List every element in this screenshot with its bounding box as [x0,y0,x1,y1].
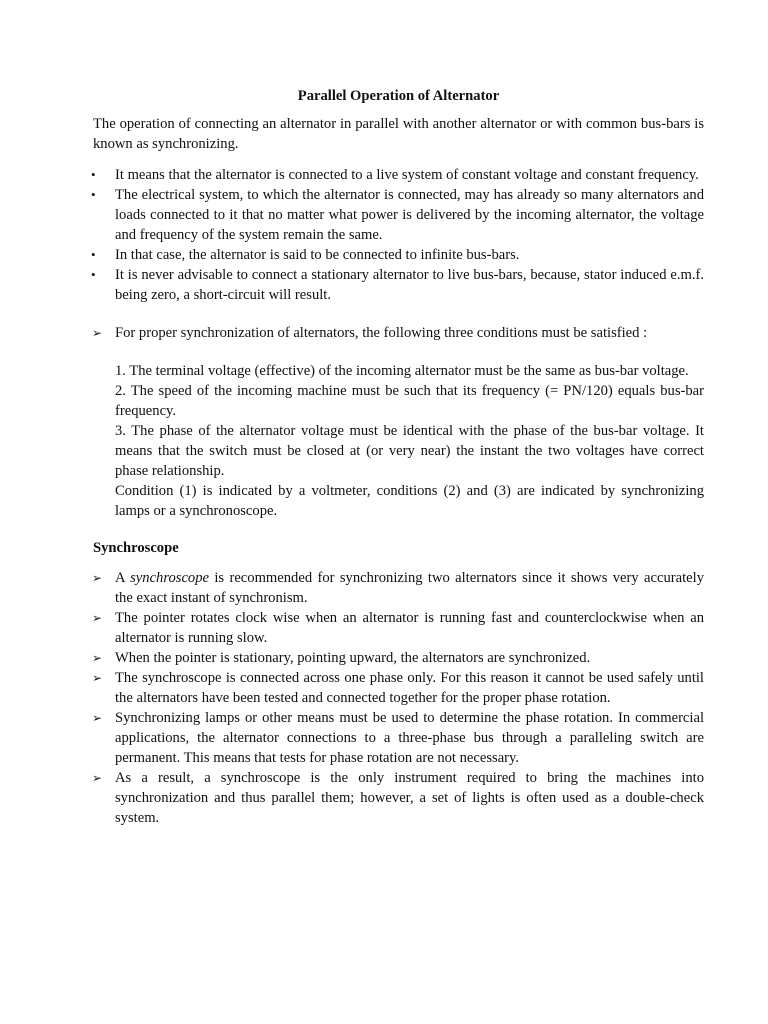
conditions-intro: For proper synchronization of alternators, the following three conditions must be satisfied : [115,325,648,341]
intro-paragraph: The operation of connecting an alternator in parallel with another alternator or with common bus-bars is known as synchronizing. [93,116,704,152]
arrow-bullet-icon: ➢ [92,571,103,585]
list-item-text: As a result, a synchroscope is the only instrument required to bring the machines into synchronization and thus parallel them; however, a set of lights is often used as a double-check system. [115,770,704,826]
list-item-text: It is never advisable to connect a stationary alternator to live bus-bars, because, stator induced e.m.f. being zero, a short-circuit will result. [115,267,704,303]
list-item [93,768,704,828]
arrow-bullet-icon: ➢ [92,651,103,665]
list-item [93,708,704,768]
arrow-bullet-icon: ➢ [92,771,103,785]
document-page [93,86,704,828]
arrow-bullet-icon: ➢ [92,611,103,625]
section-heading: Synchroscope [93,540,179,556]
arrow-bullet-icon: ➢ [92,671,103,685]
arrow-bullet-icon: ➢ [92,326,103,340]
arrow-bullet-icon: ➢ [92,711,103,725]
bullet-icon: • [91,167,96,182]
page-title: Parallel Operation of Alternator [297,88,500,104]
first-point-prefix: A [115,570,131,586]
condition-note: Condition (1) is indicated by a voltmeter, conditions (2) and (3) are indicated by synchronizing lamps or a synchronoscope. [115,483,704,519]
synchroscope-list [93,568,704,828]
conditions-block [93,361,704,521]
list-item [93,185,704,245]
first-point-rest: is recommended for synchronizing two alternators since it shows very accurately the exact instant of synchronism. [115,570,705,606]
list-item [93,165,704,185]
condition-item: 2. The speed of the incoming machine must be such that its frequency (= PN/120) equals bus-bar frequency. [115,383,704,419]
list-item-text: The synchroscope is connected across one phase only. For this reason it cannot be used safely until the alternators have been tested and connected together for the proper phase rotation. [115,670,704,706]
list-item-text: Synchronizing lamps or other means must be used to determine the phase rotation. In commercial applications, the alternator connections to a three-phase bus through a paralleling switch are permanent. This means that tests for phase rotation are not necessary. [115,710,704,766]
list-item [93,608,704,648]
list-item [93,265,704,305]
list-item-text: It means that the alternator is connected to a live system of constant voltage and constant frequency. [115,167,699,183]
bullet-list [93,165,704,305]
bullet-icon: • [91,267,96,282]
condition-item: 1. The terminal voltage (effective) of the incoming alternator must be the same as bus-bar voltage. [115,363,689,379]
list-item [93,648,704,668]
list-item [93,568,704,608]
list-item-text: When the pointer is stationary, pointing upward, the alternators are synchronized. [115,650,591,666]
list-item-text: In that case, the alternator is said to be connected to infinite bus-bars. [115,247,520,263]
list-item [93,323,704,343]
condition-item: 3. The phase of the alternator voltage must be identical with the phase of the bus-bar voltage. It means that the switch must be closed at (or very near) the instant the two voltages have correct phase relationship. [115,423,704,479]
synchroscope-term: synchroscope [130,570,209,586]
conditions-intro-list [93,323,704,343]
list-item [93,668,704,708]
bullet-icon: • [91,187,96,202]
list-item [93,245,704,265]
list-item-text: The electrical system, to which the alternator is connected, may has already so many alternators and loads connected to it that no matter what power is delivered by the incoming alternator, the voltage and frequency of the system remain the same. [115,187,704,243]
bullet-icon: • [91,247,96,262]
list-item-text: The pointer rotates clock wise when an alternator is running fast and counterclockwise when an alternator is running slow. [115,610,704,646]
